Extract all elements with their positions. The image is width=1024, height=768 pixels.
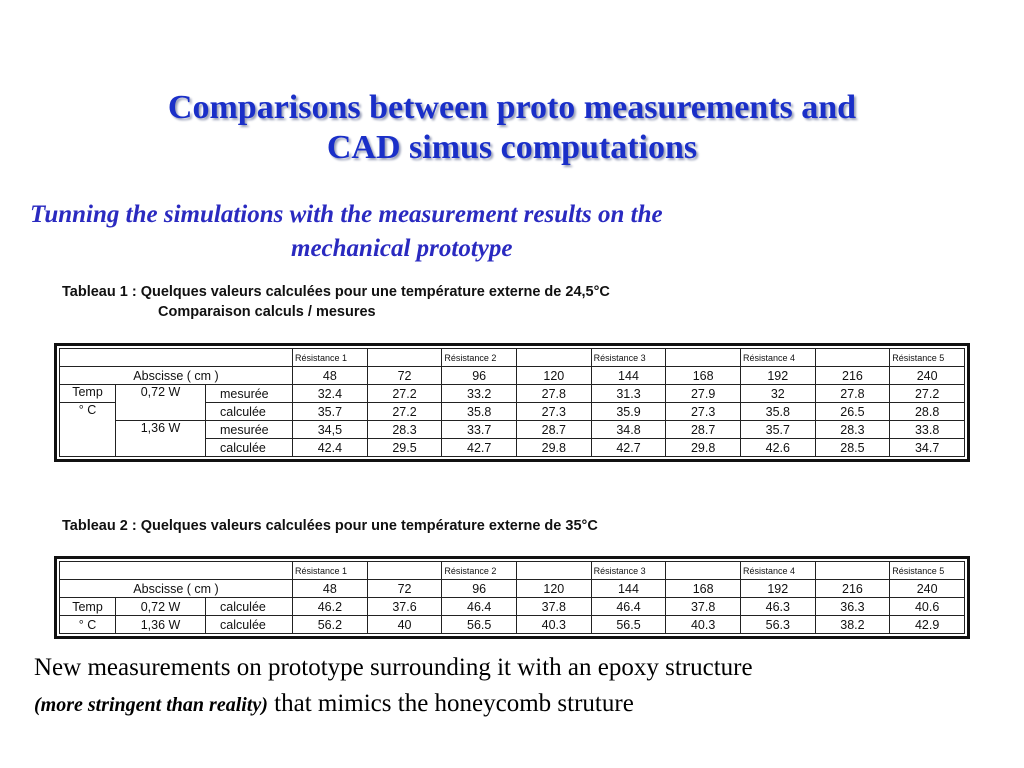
table-cell: 240 <box>890 367 965 385</box>
table-cell: 240 <box>890 580 965 598</box>
table-row <box>60 421 965 439</box>
table1-res-3: Résistance 3 <box>591 349 666 367</box>
table-cell <box>666 349 741 367</box>
subtitle-line-1: Tunning the simulations with the measurement results on the <box>30 201 663 228</box>
table-cell: 26.5 <box>815 403 890 421</box>
table-cell: 216 <box>815 580 890 598</box>
table-cell: calculée <box>206 439 293 457</box>
table-cell: 40.3 <box>517 616 592 634</box>
table1-unit-label: ° C <box>60 403 116 457</box>
table-cell <box>815 562 890 580</box>
table-cell <box>517 562 592 580</box>
table-cell: 29.5 <box>367 439 442 457</box>
bottom-note <box>34 650 1024 723</box>
table-cell: 46.4 <box>591 598 666 616</box>
table-cell <box>367 562 442 580</box>
table-cell: 37.6 <box>367 598 442 616</box>
bottom-note-rest: that mimics the honeycomb struture <box>267 690 634 717</box>
table-cell: 28.5 <box>815 439 890 457</box>
table-cell: 48 <box>293 580 368 598</box>
table-cell: 28.7 <box>666 421 741 439</box>
table2-abscisse-row <box>60 580 965 598</box>
table-cell <box>60 562 293 580</box>
table-cell: 46.4 <box>442 598 517 616</box>
table-cell: 32 <box>740 385 815 403</box>
bottom-note-emphasis: (more stringent than reality) <box>34 694 268 716</box>
table1-temp-label: Temp <box>60 385 116 403</box>
table1-power-1: 0,72 W <box>116 385 206 421</box>
table-cell: 42.9 <box>890 616 965 634</box>
table-cell: 144 <box>591 367 666 385</box>
table2-temp-label: Temp <box>60 598 116 616</box>
table-cell: 35.7 <box>740 421 815 439</box>
table2-res-1: Résistance 1 <box>293 562 368 580</box>
table-cell <box>815 349 890 367</box>
table-cell: 29.8 <box>517 439 592 457</box>
table-cell: 35.7 <box>293 403 368 421</box>
table-cell: 37.8 <box>517 598 592 616</box>
table1-caption <box>62 282 610 322</box>
table1-frame <box>54 343 970 462</box>
table-cell: 38.2 <box>815 616 890 634</box>
table1-resistance-row <box>60 349 965 367</box>
table2-res-2: Résistance 2 <box>442 562 517 580</box>
table-cell: 27.9 <box>666 385 741 403</box>
table-cell: 216 <box>815 367 890 385</box>
table1-power-2: 1,36 W <box>116 421 206 457</box>
table-cell: calculée <box>206 598 293 616</box>
table-cell <box>60 349 293 367</box>
table-cell: mesurée <box>206 385 293 403</box>
table-cell: 120 <box>517 367 592 385</box>
table-cell: calculée <box>206 403 293 421</box>
table-row <box>60 616 965 634</box>
table-cell: 27.2 <box>367 403 442 421</box>
table-cell: 31.3 <box>591 385 666 403</box>
table-cell: 56.2 <box>293 616 368 634</box>
table-cell: 28.7 <box>517 421 592 439</box>
table-cell: 120 <box>517 580 592 598</box>
table2-unit-label: ° C <box>60 616 116 634</box>
table-cell: 27.2 <box>890 385 965 403</box>
table-cell: 192 <box>740 367 815 385</box>
table1 <box>59 348 965 457</box>
table1-res-1: Résistance 1 <box>293 349 368 367</box>
table2-res-3: Résistance 3 <box>591 562 666 580</box>
table1-abscisse-label: Abscisse ( cm ) <box>60 367 293 385</box>
table-cell: 27.3 <box>666 403 741 421</box>
table-cell: calculée <box>206 616 293 634</box>
table-cell: 27.3 <box>517 403 592 421</box>
table1-caption-line-1: Tableau 1 : Quelques valeurs calculées pour une température externe de 24,5°C <box>62 284 610 300</box>
title-line-1: Comparisons between proto measurements and <box>167 89 857 126</box>
table-cell: 35.8 <box>740 403 815 421</box>
table-cell: 32.4 <box>293 385 368 403</box>
table-cell: 28.3 <box>815 421 890 439</box>
table-cell: 27.2 <box>367 385 442 403</box>
table-cell: mesurée <box>206 421 293 439</box>
title-line-2: CAD simus computations <box>326 129 698 166</box>
table2-caption-line-1: Tableau 2 : Quelques valeurs calculées pour une température externe de 35°C <box>62 518 598 534</box>
table-cell <box>666 562 741 580</box>
table-cell: 56.5 <box>442 616 517 634</box>
table-row <box>60 385 965 403</box>
table-cell: 42.7 <box>591 439 666 457</box>
table2-power-1: 0,72 W <box>116 598 206 616</box>
page-title <box>0 88 1024 168</box>
table-cell: 46.3 <box>740 598 815 616</box>
table-cell <box>367 349 442 367</box>
table1-caption-line-2: Comparaison calculs / mesures <box>158 304 376 320</box>
table-cell: 144 <box>591 580 666 598</box>
table-cell: 42.6 <box>740 439 815 457</box>
table-cell: 37.8 <box>666 598 741 616</box>
table-cell: 28.3 <box>367 421 442 439</box>
table-cell: 72 <box>367 580 442 598</box>
table-cell: 33.7 <box>442 421 517 439</box>
table-cell: 28.8 <box>890 403 965 421</box>
table-cell: 42.4 <box>293 439 368 457</box>
table1-abscisse-row <box>60 367 965 385</box>
table-cell: 42.7 <box>442 439 517 457</box>
table-cell: 34.7 <box>890 439 965 457</box>
table2-caption <box>62 516 598 536</box>
subtitle <box>30 198 930 266</box>
table2 <box>59 561 965 634</box>
table-cell: 35.8 <box>442 403 517 421</box>
table-cell: 29.8 <box>666 439 741 457</box>
table-cell: 33.2 <box>442 385 517 403</box>
table-cell: 35.9 <box>591 403 666 421</box>
table-cell: 56.5 <box>591 616 666 634</box>
table2-frame <box>54 556 970 639</box>
table1-res-4: Résistance 4 <box>740 349 815 367</box>
table-cell: 96 <box>442 367 517 385</box>
table1-res-2: Résistance 2 <box>442 349 517 367</box>
table-cell: 48 <box>293 367 368 385</box>
table-cell: 34,5 <box>293 421 368 439</box>
table-cell: 168 <box>666 367 741 385</box>
table-cell: 192 <box>740 580 815 598</box>
table2-resistance-row <box>60 562 965 580</box>
table-row <box>60 598 965 616</box>
bottom-note-line-2 <box>34 686 1024 723</box>
table2-res-4: Résistance 4 <box>740 562 815 580</box>
bottom-note-line-1: New measurements on prototype surrounding it with an epoxy structure <box>34 654 753 681</box>
table-cell: 168 <box>666 580 741 598</box>
subtitle-line-2: mechanical prototype <box>291 235 513 262</box>
table-cell: 33.8 <box>890 421 965 439</box>
table-cell: 56.3 <box>740 616 815 634</box>
table2-power-2: 1,36 W <box>116 616 206 634</box>
table-cell: 27.8 <box>815 385 890 403</box>
table-cell <box>517 349 592 367</box>
table-cell: 96 <box>442 580 517 598</box>
table-cell: 46.2 <box>293 598 368 616</box>
table-cell: 72 <box>367 367 442 385</box>
table-cell: 40.3 <box>666 616 741 634</box>
table-cell: 36.3 <box>815 598 890 616</box>
table-cell: 40 <box>367 616 442 634</box>
table2-res-5: Résistance 5 <box>890 562 965 580</box>
table2-abscisse-label: Abscisse ( cm ) <box>60 580 293 598</box>
table-cell: 40.6 <box>890 598 965 616</box>
table-cell: 34.8 <box>591 421 666 439</box>
table1-res-5: Résistance 5 <box>890 349 965 367</box>
table-cell: 27.8 <box>517 385 592 403</box>
